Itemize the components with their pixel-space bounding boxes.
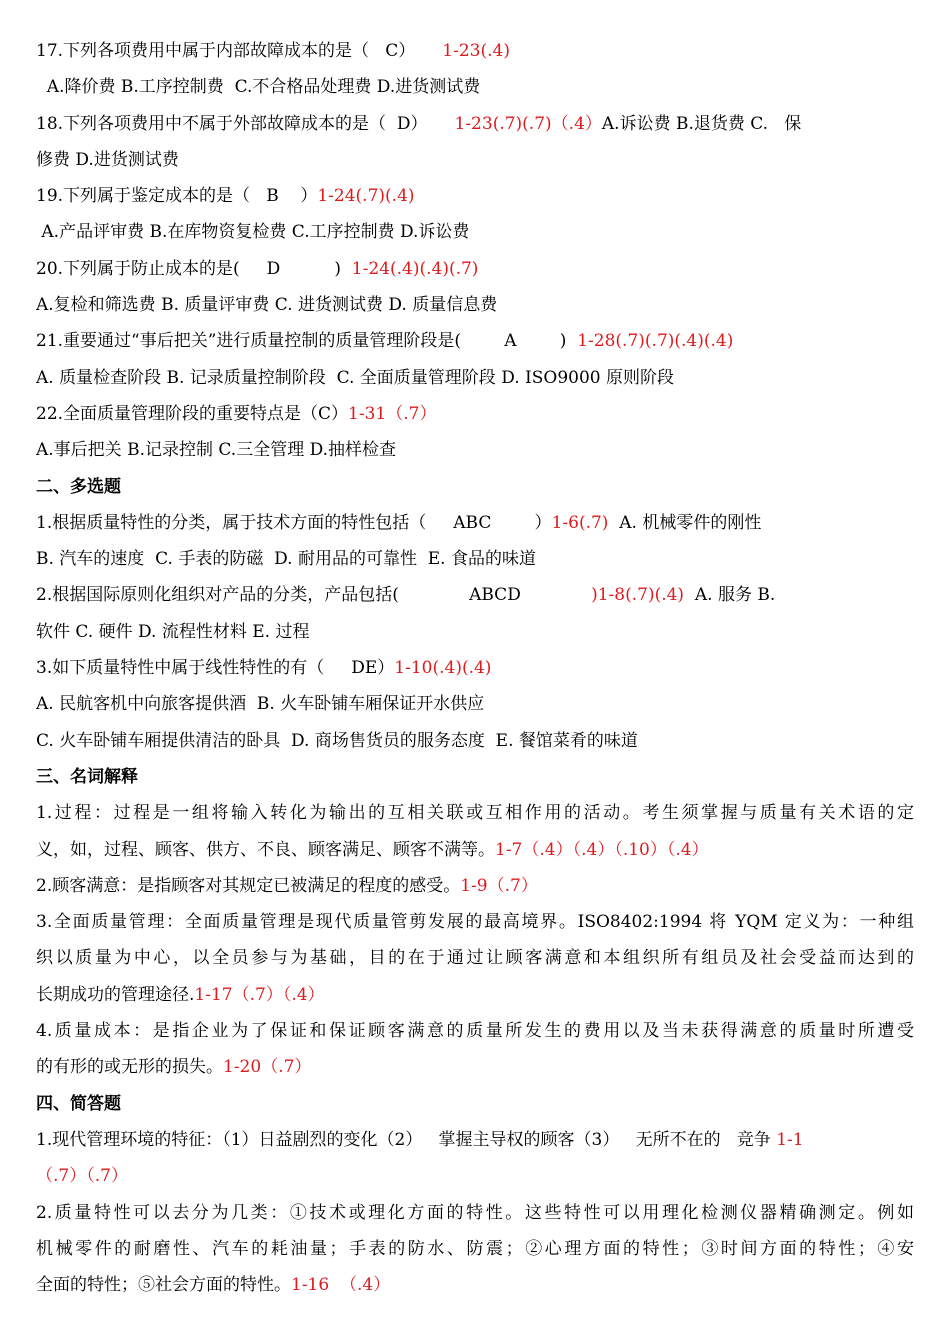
answer-reference: 1-20（.7） [223, 1057, 312, 1078]
document-page [36, 33, 914, 1303]
line-text: 2.根据国际原则化组织对产品的分类，产品包括( ABCD [36, 585, 592, 606]
line-text: 17.下列各项费用中属于内部故障成本的是（ C） [36, 41, 443, 61]
answer-reference: 1-17（.7）（.4） [194, 984, 325, 1005]
line-text: 四、简答题 [36, 1093, 121, 1114]
text-line [36, 33, 914, 69]
line-text: A.产品评审费 B.在库物资复检费 C.工序控制费 D.诉讼费 [36, 222, 470, 243]
text-line [36, 1231, 914, 1267]
section-heading [36, 469, 914, 505]
text-line [36, 396, 914, 432]
answer-reference: 1-6(.7) [551, 512, 609, 533]
line-text: A.降价费 B.工序控制费 C.不合格品处理费 D.进货测试费 [36, 77, 481, 98]
line-text: 21.重要通过“事后把关”进行质量控制的质量管理阶段是( A ) [36, 331, 578, 352]
answer-reference: 1-1 [776, 1129, 804, 1150]
line-text: （.7）（.7） [36, 1166, 128, 1187]
line-text: 的有形的或无形的损失。 [36, 1057, 223, 1078]
text-line [36, 432, 914, 468]
answer-reference: 1-28(.7)(.7)(.4)(.4) [577, 331, 734, 352]
text-line [36, 832, 914, 868]
line-text: A.复检和筛选费 B. 质量评审费 C. 进货测试费 D. 质量信息费 [36, 295, 498, 316]
line-text: 软件 C. 硬件 D. 流程性材料 E. 过程 [36, 621, 310, 642]
text-line [36, 1195, 914, 1231]
text-line [36, 287, 914, 323]
line-text: 2.顾客满意：是指顾客对其规定已被满足的程度的感受。 [36, 875, 461, 896]
line-text: 3.如下质量特性中属于线性特性的有（ DE） [36, 658, 395, 679]
line-text: 机械零件的耐磨性、汽车的耗油量；手表的防水、防震；②心理方面的特性；③时间方面的特性；④安 [36, 1238, 914, 1259]
line-text: 19.下列属于鉴定成本的是（ B ） [36, 186, 318, 207]
answer-reference: 1-24(.4)(.4)(.7) [351, 258, 479, 279]
text-line [36, 614, 914, 650]
section-heading [36, 1086, 914, 1122]
line-text: 全面的特性；⑤社会方面的特性。 [36, 1275, 291, 1296]
line-text: 长期成功的管理途径. [36, 984, 195, 1005]
line-text: A.事后把关 B.记录控制 C.三全管理 D.抽样检查 [36, 440, 397, 461]
line-tail: A. 服务 B. [684, 585, 776, 606]
text-line [36, 541, 914, 577]
text-line [36, 650, 914, 686]
answer-reference: 1-16 （.4） [291, 1275, 391, 1296]
answer-reference: )1-8(.7)(.4) [591, 585, 685, 606]
text-line [36, 795, 914, 831]
line-text: A. 民航客机中向旅客提供酒 B. 火车卧铺车厢保证开水供应 [36, 694, 485, 715]
text-line [36, 940, 914, 976]
line-text: 1.过程：过程是一组将输入转化为输出的互相关联或互相作用的活动。考生须掌握与质量有关术语的定 [36, 803, 914, 824]
text-line [36, 1013, 914, 1049]
answer-reference: 1-7（.4）（.4）（.10）（.4） [495, 839, 709, 860]
text-line [36, 323, 914, 359]
line-text: 三、名词解释 [36, 766, 138, 787]
line-tail: A. 机械零件的刚性 [608, 512, 762, 533]
answer-reference: 1-10(.4)(.4) [394, 658, 492, 679]
text-line [36, 686, 914, 722]
answer-reference: 1-23(.7)(.7)（.4） [454, 113, 602, 134]
text-line [36, 214, 914, 250]
text-line [36, 1122, 914, 1158]
text-line [36, 904, 914, 940]
line-text: 1.根据质量特性的分类，属于技术方面的特性包括（ ABC ） [36, 512, 552, 533]
line-text: 义，如，过程、顾客、供方、不良、顾客满足、顾客不满等。 [36, 839, 495, 860]
line-text: 18.下列各项费用中不属于外部故障成本的是（ D） [36, 113, 455, 134]
text-line [36, 977, 914, 1013]
text-line [36, 505, 914, 541]
text-line [36, 142, 914, 178]
answer-reference: 1-9（.7） [460, 875, 538, 896]
text-line [36, 868, 914, 904]
answer-reference: 1-23(.4) [442, 41, 510, 61]
text-line [36, 723, 914, 759]
line-text: 1.现代管理环境的特征：（1）日益剧烈的变化（2） 掌握主导权的顾客（3） 无所不在的 竞争 [36, 1129, 777, 1150]
line-text: 20.下列属于防止成本的是( D ) [36, 258, 352, 279]
answer-reference: 1-24(.7)(.4) [317, 186, 415, 207]
section-heading [36, 759, 914, 795]
text-line [36, 69, 914, 105]
line-tail: A.诉讼费 B.退货费 C. 保 [601, 113, 802, 134]
line-text: 4.质量成本：是指企业为了保证和保证顾客满意的质量所发生的费用以及当未获得满意的质量时所遭受 [36, 1021, 914, 1042]
text-line [36, 360, 914, 396]
line-text: 修费 D.进货测试费 [36, 149, 179, 170]
text-line [36, 1158, 914, 1194]
answer-reference: 1-31（.7） [348, 403, 437, 424]
line-text: C. 火车卧铺车厢提供清洁的卧具 D. 商场售货员的服务态度 E. 餐馆菜肴的味道 [36, 730, 638, 751]
line-text: 织以质量为中心，以全员参与为基础，目的在于通过让顾客满意和本组织所有组员及社会受益而达到的 [36, 948, 914, 969]
line-text: 22.全面质量管理阶段的重要特点是（C） [36, 403, 349, 424]
text-line [36, 178, 914, 214]
line-text: 3.全面质量管理：全面质量管理是现代质量管剪发展的最高境界。ISO8402:1994 将 YQM 定义为：一种组 [36, 912, 914, 933]
text-line [36, 1267, 914, 1303]
line-text: B. 汽车的速度 C. 手表的防磁 D. 耐用品的可靠性 E. 食品的味道 [36, 549, 536, 570]
text-line [36, 1049, 914, 1085]
line-text: 二、多选题 [36, 476, 121, 497]
text-line [36, 106, 914, 142]
text-line [36, 577, 914, 613]
line-text: A. 质量检查阶段 B. 记录质量控制阶段 C. 全面质量管理阶段 D. ISO9000 原则阶段 [36, 367, 675, 388]
line-text: 2.质量特性可以去分为几类：①技术或理化方面的特性。这些特性可以用理化检测仪器精确测定。例如 [36, 1202, 914, 1223]
text-line [36, 251, 914, 287]
